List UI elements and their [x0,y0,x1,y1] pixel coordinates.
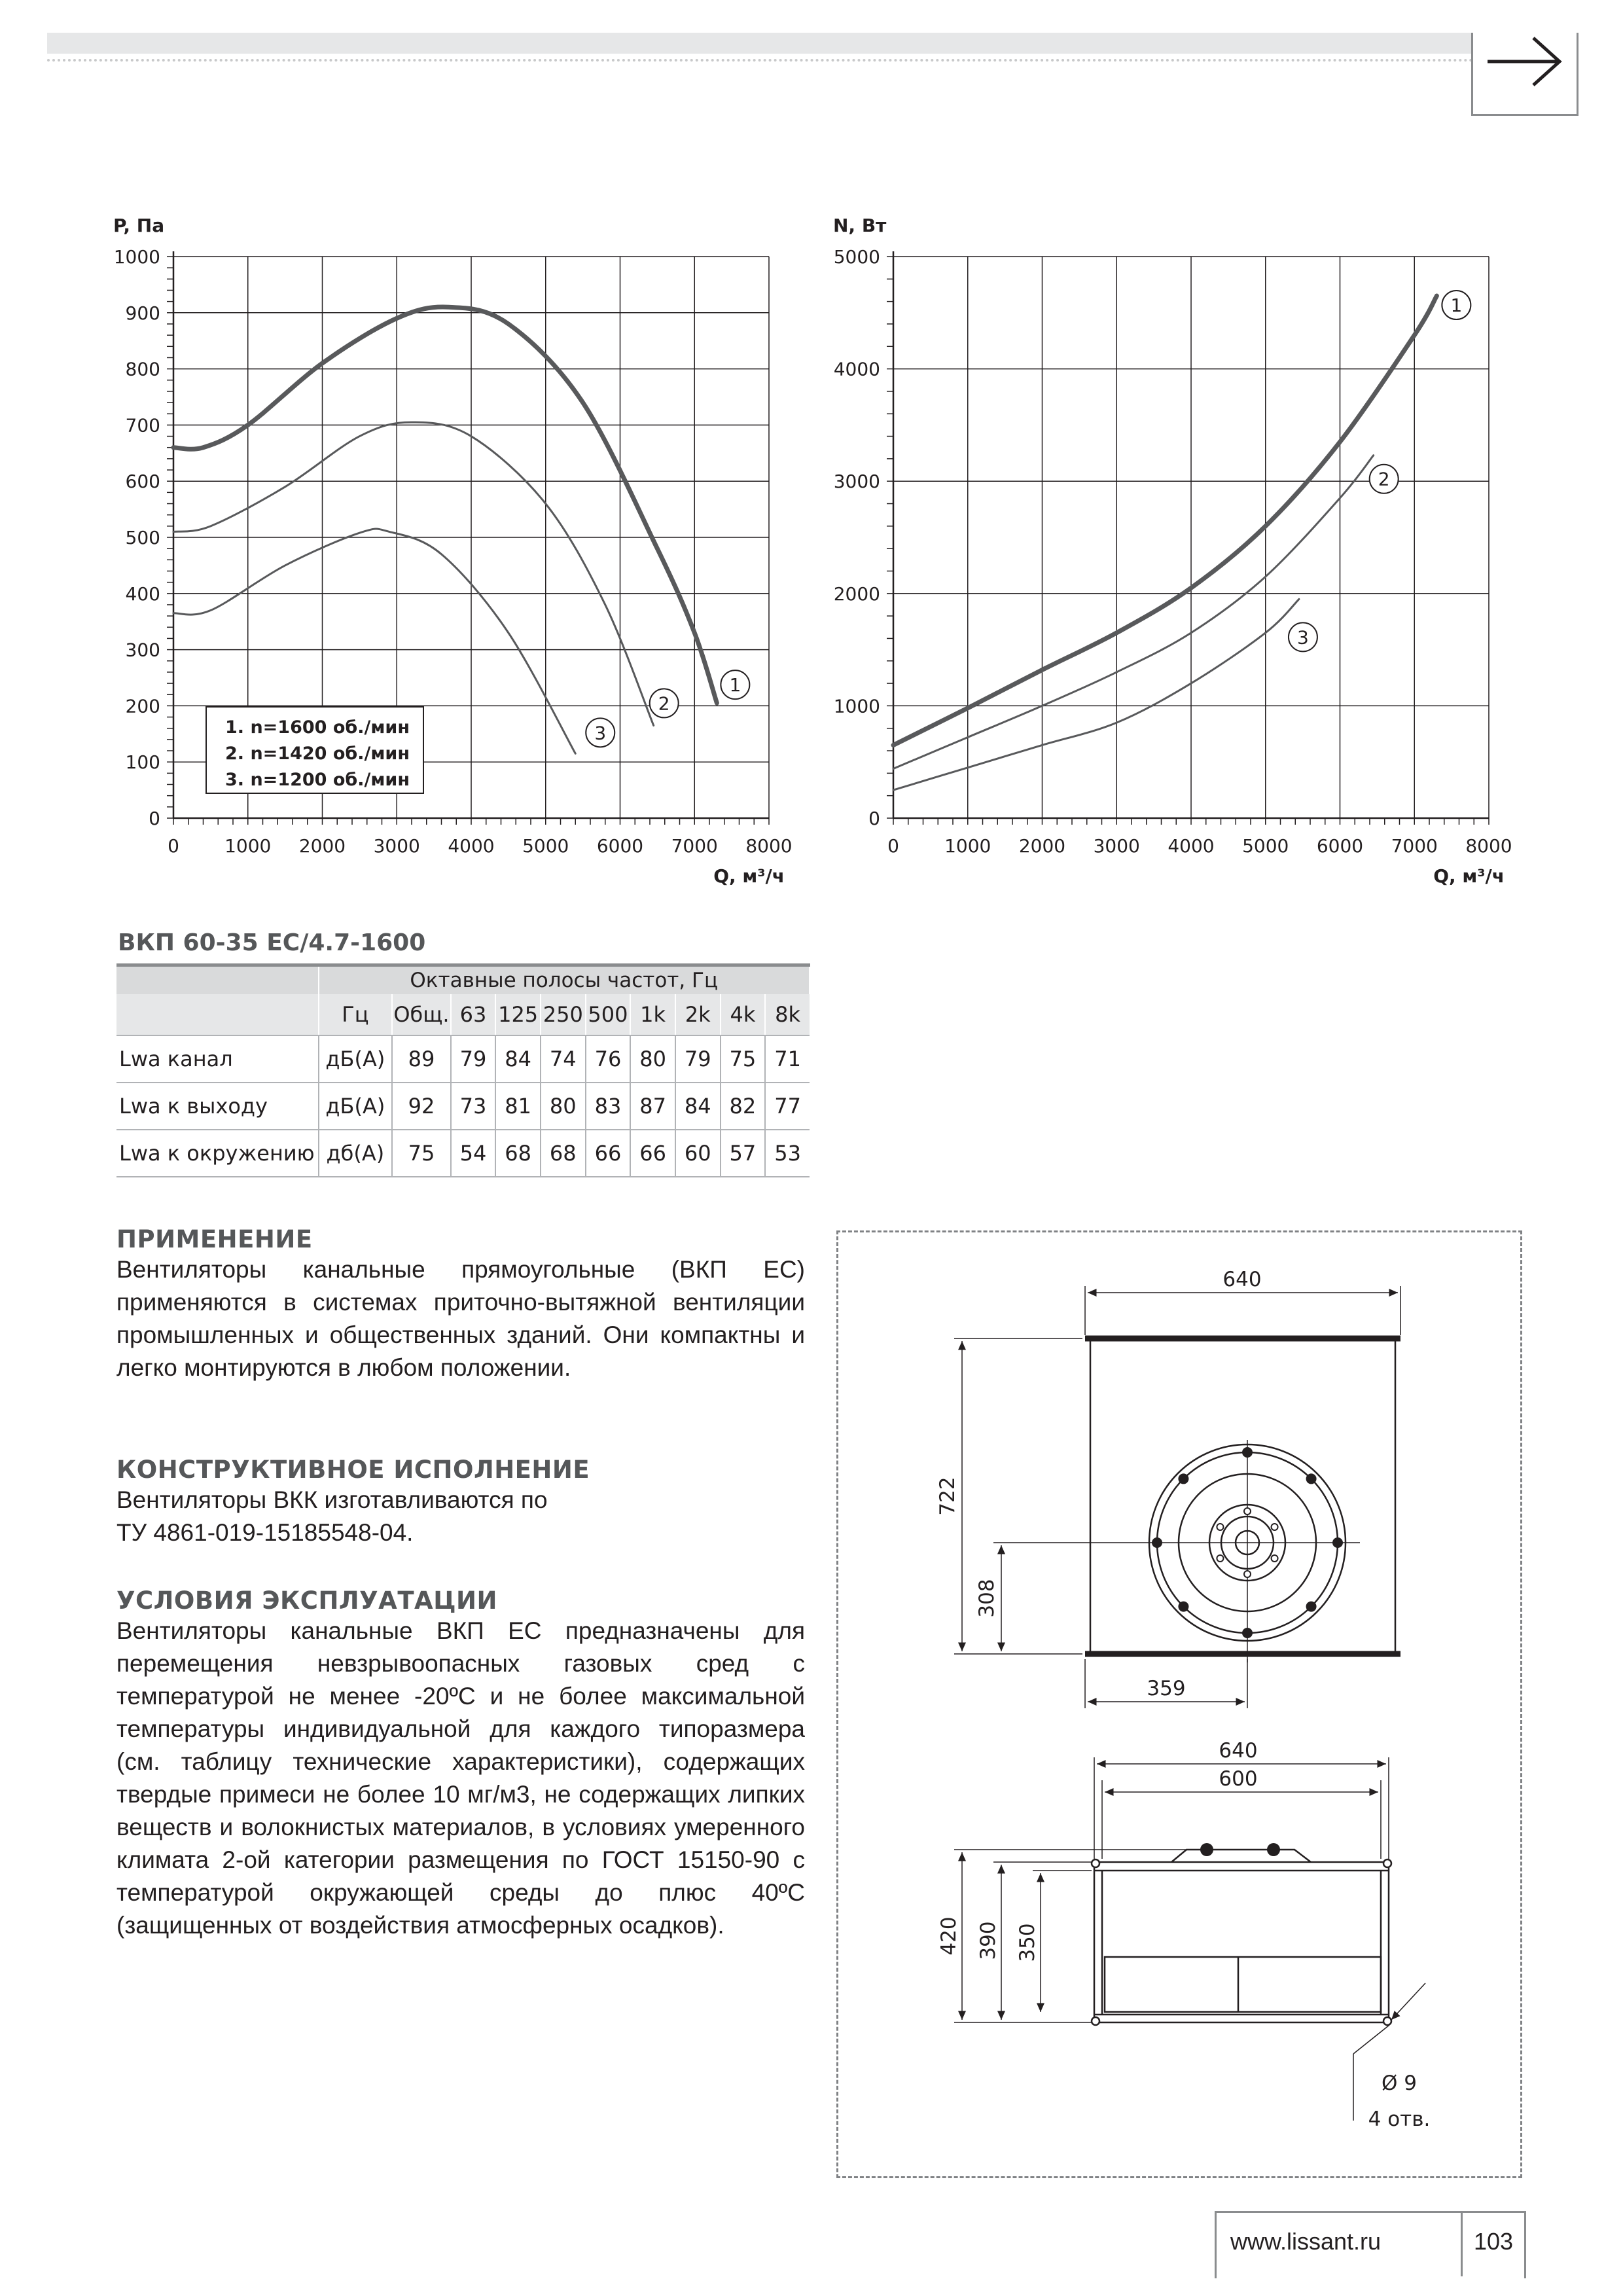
hub-hole [1272,1524,1278,1530]
bolt-hole [1152,1537,1162,1548]
table-cell: 89 [392,1035,450,1083]
header-dotted-line [47,59,1474,62]
table-cell: 82 [721,1083,766,1130]
series-marker-label: 1 [729,674,741,696]
series-marker-label: 1 [1450,295,1463,317]
y-axis-title: N, Вт [833,215,887,236]
pressure-chart [105,209,812,890]
series-marker-label: 3 [1297,626,1309,649]
table-cell: 73 [451,1083,496,1130]
section-application [116,1225,805,1384]
x-tick-label: 3000 [1093,835,1140,857]
next-page-arrow[interactable] [1471,33,1578,116]
x-tick-label: 0 [887,835,899,857]
series-marker-label: 3 [594,722,607,744]
dim-height-mid: 390 [976,1921,1000,1960]
column-header: 125 [495,994,541,1035]
x-tick-label: 1000 [224,835,272,857]
table-cell: 80 [630,1035,675,1083]
x-tick-label: 7000 [671,835,718,857]
legend-entry: 2. n=1420 об./мин [225,744,410,764]
x-tick-label: 8000 [745,835,793,857]
y-tick-label: 0 [149,808,160,829]
section-construction [116,1456,590,1549]
table-cell: 68 [495,1130,541,1177]
series-line-3 [893,599,1299,790]
x-tick-label: 0 [168,835,179,857]
table-cell: 75 [392,1130,450,1177]
table-row [116,1035,810,1083]
legend-entry: 1. n=1600 об./мин [225,717,410,738]
bolt-hole [1178,1473,1188,1484]
hub-hole [1244,1571,1251,1577]
footer-website[interactable]: www.lissant.ru [1230,2228,1382,2255]
hub-hole [1244,1508,1251,1515]
table-cell: 92 [392,1083,450,1130]
x-tick-label: 1000 [944,835,991,857]
legend [206,707,423,793]
table-cell: 74 [541,1035,586,1083]
row-unit: дБ(А) [319,1083,393,1130]
bolt-hole [1178,1602,1188,1612]
grid [887,257,1489,825]
octave-band-header: Октавные полосы частот, Гц [319,965,810,995]
hub-hole [1217,1555,1223,1562]
section-title: КОНСТРУКТИВНОЕ ИСПОЛНЕНИЕ [116,1456,590,1484]
y-tick-label: 300 [125,639,160,661]
table-cell: 66 [586,1130,631,1177]
y-tick-label: 600 [125,471,160,493]
y-tick-label: 100 [125,751,160,774]
bolt-hole [1332,1537,1343,1548]
column-header: Гц [319,994,393,1035]
table-cell: 84 [675,1083,721,1130]
dim-center-height: 308 [975,1579,999,1618]
model-title: ВКП 60-35 ЕС/4.7-1600 [118,929,426,956]
y-tick-label: 1000 [833,695,880,717]
series-marker-label: 2 [1378,468,1390,490]
column-header: 500 [586,994,631,1035]
table-cell: 79 [451,1035,496,1083]
y-tick-label: 900 [125,302,160,324]
noise-column-headers [116,994,810,1035]
y-tick-label: 5000 [833,246,880,268]
legend-entry: 3. n=1200 об./мин [225,770,410,790]
row-label: Lwa к выходу [116,1083,319,1130]
y-tick-label: 200 [125,695,160,717]
row-unit: дБ(А) [319,1035,393,1083]
hub-hole [1217,1524,1223,1530]
table-cell: 75 [721,1035,766,1083]
y-tick-label: 800 [125,358,160,380]
bolt-hole [1306,1602,1317,1612]
x-tick-label: 2000 [298,835,346,857]
y-tick-label: 0 [868,808,880,829]
row-label: Lwa к окружению [116,1130,319,1177]
column-header: 63 [451,994,496,1035]
bolt-hole [1242,1447,1253,1458]
table-cell: 66 [630,1130,675,1177]
x-tick-label: 4000 [448,835,495,857]
x-tick-label: 6000 [596,835,644,857]
x-axis-title: Q, м³/ч [713,865,785,887]
table-cell: 60 [675,1130,721,1177]
lifting-eye [1200,1843,1213,1856]
lifting-eye [1267,1843,1280,1856]
table-cell: 79 [675,1035,721,1083]
dim-inner-width-side: 600 [1219,1767,1258,1791]
table-cell: 81 [495,1083,541,1130]
table-row [116,1130,810,1177]
power-chart [825,209,1531,890]
dim-width-side: 640 [1219,1739,1258,1763]
column-header: 250 [541,994,586,1035]
arrow-right-icon [1473,33,1577,114]
row-label: Lwa канал [116,1035,319,1083]
table-row [116,1083,810,1130]
table-cell: 68 [541,1130,586,1177]
y-tick-label: 700 [125,414,160,437]
series-line-2 [893,456,1374,769]
series-marker-label: 2 [658,692,670,715]
header-strip [47,33,1474,54]
bolt-hole [1306,1473,1317,1484]
hole-count: 4 отв. [1368,2108,1431,2131]
y-tick-label: 2000 [833,583,880,605]
section-body: Вентиляторы канальные прямоугольные (ВКП ЕС) применяются в системах приточно-вытяжной вентиляции промышленных и общественных зданий. Они компактны и легко монтируются в любом положении. [116,1256,805,1381]
dim-height-inner: 350 [1016,1923,1039,1962]
dim-width-top: 640 [1222,1268,1262,1291]
x-tick-label: 8000 [1465,835,1512,857]
hub-hole [1272,1555,1278,1562]
series-line-1 [893,296,1436,745]
x-tick-label: 6000 [1316,835,1364,857]
column-header: 8k [765,994,810,1035]
x-tick-label: 5000 [1242,835,1289,857]
column-header: 1k [630,994,675,1035]
table-cell: 53 [765,1130,810,1177]
y-tick-label: 500 [125,527,160,548]
dim-height-total: 420 [937,1916,961,1956]
page-number: 103 [1473,2228,1514,2255]
table-cell: 83 [586,1083,631,1130]
x-tick-label: 5000 [522,835,569,857]
table-cell: 80 [541,1083,586,1130]
y-tick-label: 3000 [833,471,880,493]
table-cell: 76 [586,1035,631,1083]
x-tick-label: 7000 [1391,835,1438,857]
x-tick-label: 3000 [373,835,420,857]
x-tick-label: 2000 [1018,835,1066,857]
section-body: Вентиляторы ВКК изготавливаются по ТУ 4861-019-15185548-04. [116,1486,548,1546]
dimension-drawing [836,1230,1522,2178]
section-title: ПРИМЕНЕНИЕ [116,1225,313,1253]
y-tick-label: 4000 [833,358,880,380]
hole-diameter: Ø 9 [1382,2072,1417,2095]
row-unit: дб(А) [319,1130,393,1177]
table-cell: 84 [495,1035,541,1083]
column-header: 4k [721,994,766,1035]
x-tick-label: 4000 [1168,835,1215,857]
dim-height-top: 722 [936,1477,959,1516]
table-cell: 87 [630,1083,675,1130]
table-cell: 71 [765,1035,810,1083]
x-axis-title: Q, м³/ч [1433,865,1505,887]
section-title: УСЛОВИЯ ЭКСПЛУАТАЦИИ [116,1587,497,1615]
table-cell: 77 [765,1083,810,1130]
dim-center-offset: 359 [1147,1677,1186,1700]
table-cell: 54 [451,1130,496,1177]
noise-table [116,963,810,1177]
y-axis-title: P, Па [113,215,165,236]
section-body: Вентиляторы канальные ВКП ЕС предназначены для перемещения невзрывоопасных газовых сред с температурой не менее -20ºС и не более максимальной температуры индивидуальной для каждого типоразмера (см. таблицу технические характеристики), содержащих твердые примеси не более 10 мг/м3, не содержащих липких веществ и волокнистых материалов, в условиях умеренного климата 2-ой категории размещения по ГОСТ 15150-90 с температурой окружающей среды до плюс 40ºС (защищенных от воздействия атмосферных осадков). [116,1617,805,1939]
section-operation [116,1587,805,1942]
table-cell: 57 [721,1130,766,1177]
bolt-hole [1242,1628,1253,1638]
footer-divider [1461,2211,1463,2276]
column-header: Общ. [392,994,450,1035]
column-header: 2k [675,994,721,1035]
y-tick-label: 1000 [113,246,160,268]
y-tick-label: 400 [125,583,160,605]
series-line-2 [173,422,654,725]
